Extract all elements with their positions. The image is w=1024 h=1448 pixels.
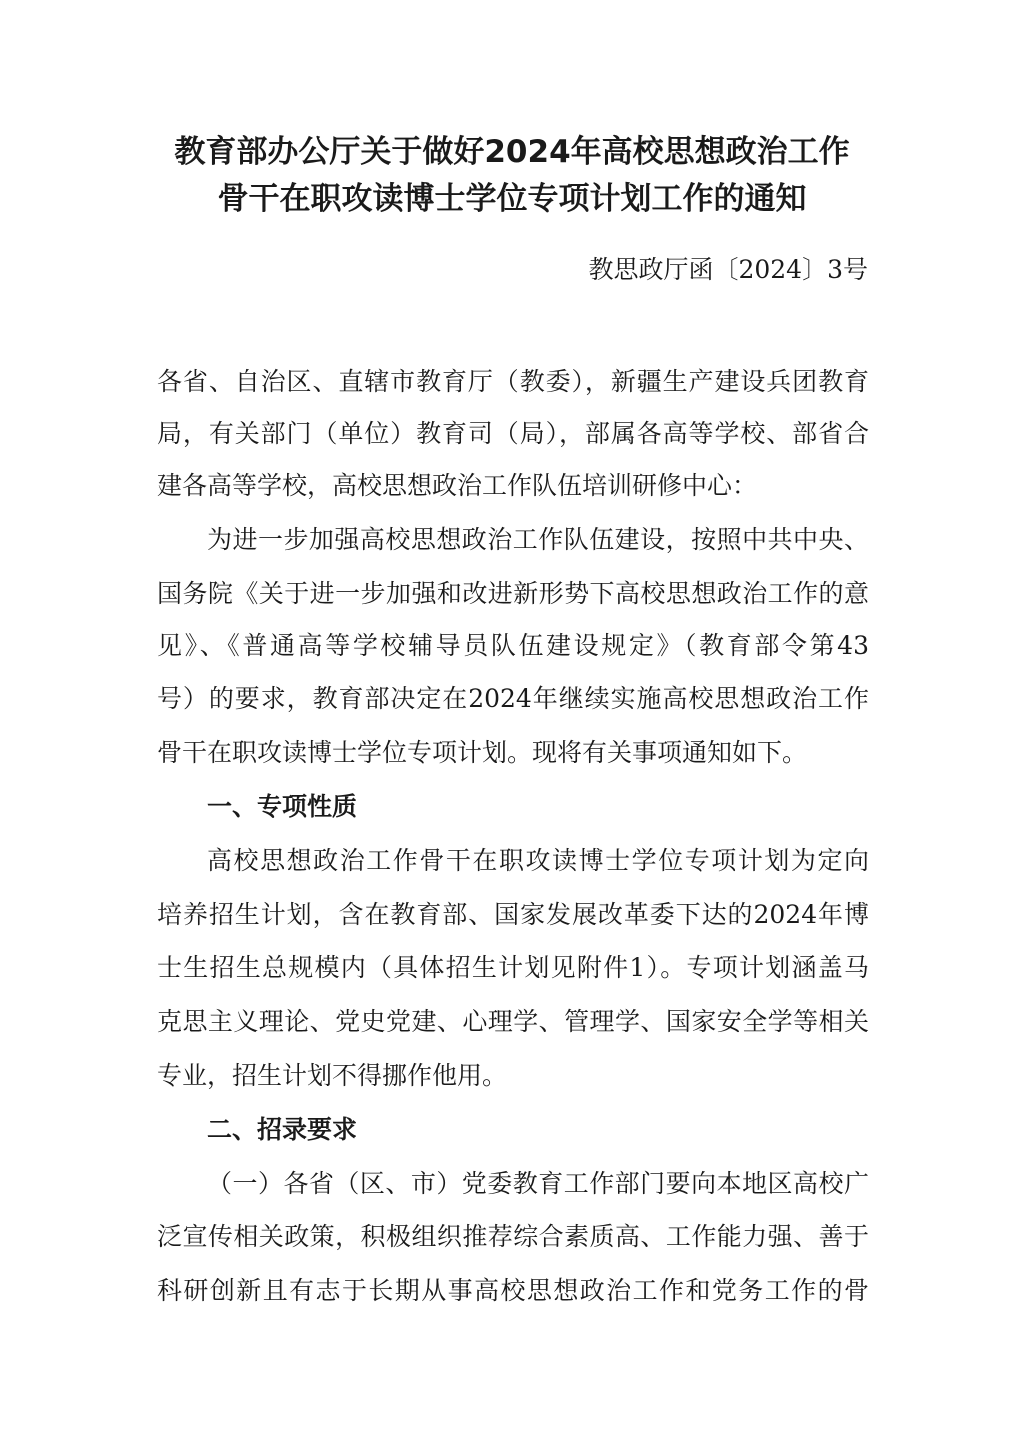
addressee-line-2: 局，有关部门（单位）教育司（局），部属各高等学校、部省合 [157,419,869,448]
section-1-line-2: 培养招生计划，含在教育部、国家发展改革委下达的2024年博 [157,900,869,929]
intro-line-3: 见》、《普通高等学校辅导员队伍建设规定》（教育部令第43 [157,631,869,660]
section-1-line-1: 高校思想政治工作骨干在职攻读博士学位专项计划为定向 [207,846,869,875]
section-1-heading: 一、专项性质 [207,792,358,821]
section-2-line-1: （一）各省（区、市）党委教育工作部门要向本地区高校广 [207,1169,869,1198]
section-1-line-4: 克思主义理论、党史党建、心理学、管理学、国家安全学等相关 [157,1007,869,1036]
section-1-line-3: 士生招生总规模内（具体招生计划见附件1）。专项计划涵盖马 [157,953,869,982]
intro-line-2: 国务院《关于进一步加强和改进新形势下高校思想政治工作的意 [157,579,869,608]
addressee-line-3: 建各高等学校，高校思想政治工作队伍培训研修中心： [157,471,758,500]
section-1-line-5: 专业，招生计划不得挪作他用。 [157,1061,508,1090]
section-2-heading: 二、招录要求 [207,1115,358,1144]
document-number: 教思政厅函〔2024〕3号 [588,255,868,284]
intro-line-4: 号）的要求，教育部决定在2024年继续实施高校思想政治工作 [157,684,869,713]
addressee-line-1: 各省、自治区、直辖市教育厅（教委），新疆生产建设兵团教育 [157,367,869,396]
intro-line-1: 为进一步加强高校思想政治工作队伍建设，按照中共中央、 [207,525,869,554]
section-2-line-2: 泛宣传相关政策，积极组织推荐综合素质高、工作能力强、善于 [157,1222,869,1251]
document-title-line-1: 教育部办公厅关于做好2024年高校思想政治工作 [174,134,850,170]
intro-line-5: 骨干在职攻读博士学位专项计划。现将有关事项通知如下。 [157,738,808,767]
document-title-line-2: 骨干在职攻读博士学位专项计划工作的通知 [217,181,807,217]
section-2-line-3: 科研创新且有志于长期从事高校思想政治工作和党务工作的骨 [157,1276,869,1305]
